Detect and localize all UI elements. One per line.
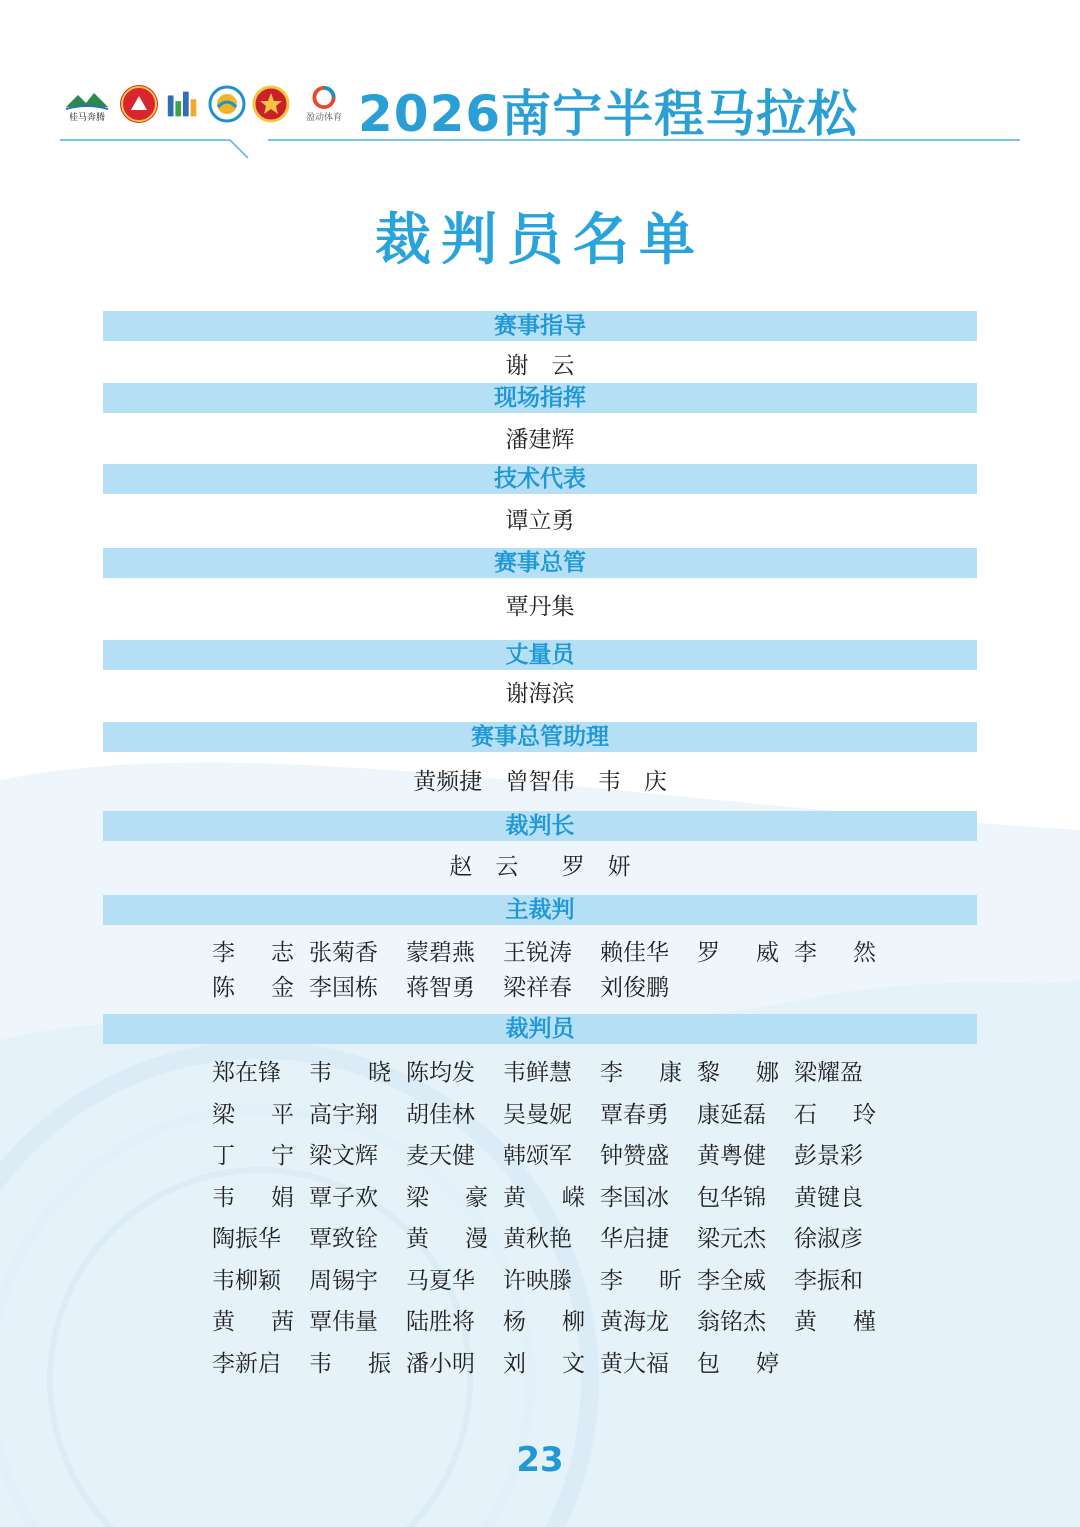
name: 赵 云 bbox=[449, 854, 519, 880]
name: 覃丹集 bbox=[505, 594, 575, 620]
referee-name: 陆胜将 bbox=[406, 1309, 475, 1335]
referee-name: 高宇翔 bbox=[309, 1101, 378, 1128]
referee-name: 黄海龙 bbox=[600, 1309, 669, 1335]
section-header-race-director-assistant: 赛事总管助理 bbox=[103, 722, 977, 752]
referee-name: 陈均发 bbox=[406, 1060, 475, 1086]
referee-name: 李振和 bbox=[794, 1267, 863, 1294]
section-names-race-director-assistant bbox=[103, 767, 977, 797]
referee-name: 郑在锋 bbox=[212, 1060, 281, 1086]
referee-name: 徐淑彦 bbox=[794, 1226, 863, 1252]
referee-name: 黎 娜 bbox=[697, 1060, 779, 1086]
referee-name: 李国栋 bbox=[309, 975, 378, 1001]
referee-name: 覃致铨 bbox=[309, 1226, 378, 1252]
referee-name: 覃子欢 bbox=[309, 1184, 378, 1211]
section-header-site-command: 现场指挥 bbox=[103, 383, 977, 413]
referee-name: 石 玲 bbox=[794, 1101, 876, 1128]
referee-name: 罗 威 bbox=[697, 940, 779, 966]
referee-name: 李新启 bbox=[212, 1350, 281, 1377]
name: 罗 妍 bbox=[561, 854, 631, 880]
page-title: 裁判员名单 bbox=[375, 208, 705, 273]
section-names-event-guidance bbox=[103, 351, 977, 381]
referee-name: 胡佳林 bbox=[406, 1101, 475, 1128]
referee-name: 吴曼妮 bbox=[503, 1101, 572, 1128]
section-header-chief-referee: 裁判长 bbox=[103, 811, 977, 841]
section-header-race-director: 赛事总管 bbox=[103, 548, 977, 578]
referee-name: 李国冰 bbox=[600, 1184, 669, 1211]
referee-name: 赖佳华 bbox=[600, 940, 669, 966]
section-names-chief-referee bbox=[103, 852, 977, 882]
referee-name: 黄粤健 bbox=[697, 1143, 766, 1169]
ring-logo-icon bbox=[296, 85, 352, 123]
referee-name: 杨 柳 bbox=[503, 1309, 585, 1335]
referee-name: 包华锦 bbox=[697, 1184, 766, 1211]
referee-name: 王锐涛 bbox=[503, 940, 572, 966]
name: 曾智伟 bbox=[505, 769, 575, 795]
referee-name: 蒋智勇 bbox=[406, 975, 475, 1001]
referee-name: 韦鲜慧 bbox=[503, 1060, 572, 1086]
referee-name: 韦 振 bbox=[309, 1350, 391, 1377]
referee-name: 丁 宁 bbox=[212, 1143, 294, 1169]
referee-name: 覃伟量 bbox=[309, 1309, 378, 1335]
referee-name: 蒙碧燕 bbox=[406, 940, 475, 966]
round-blue-logo-icon bbox=[208, 85, 246, 123]
referee-name: 李 康 bbox=[600, 1060, 682, 1086]
section-header-referees: 裁判员 bbox=[103, 1014, 977, 1044]
referee-name: 陈 金 bbox=[212, 975, 294, 1001]
referee-name: 许映滕 bbox=[503, 1267, 572, 1294]
referee-name: 梁 平 bbox=[212, 1101, 294, 1128]
section-header-event-guidance: 赛事指导 bbox=[103, 311, 977, 341]
red-gold-emblem-icon bbox=[252, 85, 290, 123]
header-divider bbox=[0, 132, 1080, 162]
referee-name: 韦 娟 bbox=[212, 1184, 294, 1211]
logo-6-text: 盈动体育 bbox=[305, 113, 342, 123]
referee-name: 刘 文 bbox=[503, 1350, 585, 1377]
name: 黄频捷 bbox=[413, 769, 483, 795]
referee-name: 李 昕 bbox=[600, 1267, 682, 1294]
referee-name: 翁铭杰 bbox=[697, 1309, 766, 1335]
referee-name: 黄 茜 bbox=[212, 1309, 294, 1335]
mountain-logo-icon bbox=[60, 85, 114, 123]
name: 潘建辉 bbox=[505, 427, 575, 453]
referee-name: 黄秋艳 bbox=[503, 1226, 572, 1252]
referee-name: 张菊香 bbox=[309, 940, 378, 966]
referee-name: 黄 漫 bbox=[406, 1226, 488, 1252]
referee-name: 黄 槿 bbox=[794, 1309, 876, 1335]
referee-name: 潘小明 bbox=[406, 1350, 475, 1377]
referee-name: 麦天健 bbox=[406, 1143, 475, 1169]
section-names-course-measurer bbox=[103, 679, 977, 709]
referee-name: 彭景彩 bbox=[794, 1143, 863, 1169]
referee-name: 包 婷 bbox=[697, 1350, 779, 1377]
referee-name: 梁耀盈 bbox=[794, 1060, 863, 1086]
page-number: 23 bbox=[516, 1440, 564, 1480]
referee-name: 梁文辉 bbox=[309, 1143, 378, 1169]
referee-name: 陶振华 bbox=[212, 1226, 281, 1252]
referee-name: 黄 嵘 bbox=[503, 1184, 585, 1211]
referee-name: 李 志 bbox=[212, 940, 294, 966]
referee-name: 周锡宇 bbox=[309, 1267, 378, 1294]
referee-name: 李 然 bbox=[794, 940, 876, 966]
section-names-technical-delegate bbox=[103, 506, 977, 536]
section-header-technical-delegate: 技术代表 bbox=[103, 464, 977, 494]
red-seal-logo-icon bbox=[120, 85, 158, 123]
referee-name: 梁 豪 bbox=[406, 1184, 488, 1211]
referee-name: 康延磊 bbox=[697, 1101, 766, 1128]
referee-name: 马夏华 bbox=[406, 1267, 475, 1294]
event-title: 2026南宁半程马拉松 bbox=[358, 85, 859, 143]
referee-name: 梁祥春 bbox=[503, 975, 572, 1001]
section-names-site-command bbox=[103, 425, 977, 455]
referee-name: 韦柳颖 bbox=[212, 1267, 281, 1294]
building-logo-icon bbox=[164, 85, 202, 123]
referee-name: 刘俊鹏 bbox=[600, 975, 669, 1001]
referee-name: 华启捷 bbox=[600, 1226, 669, 1252]
referee-name: 韩颂军 bbox=[503, 1143, 572, 1169]
section-header-head-referees: 主裁判 bbox=[103, 895, 977, 925]
referee-name: 李全威 bbox=[697, 1267, 766, 1294]
referee-name: 韦 晓 bbox=[309, 1060, 391, 1086]
section-names-race-director bbox=[103, 592, 977, 622]
referee-name: 梁元杰 bbox=[697, 1226, 766, 1252]
name: 韦 庆 bbox=[597, 769, 667, 795]
name: 谭立勇 bbox=[505, 508, 575, 534]
referee-name: 黄大福 bbox=[600, 1350, 669, 1377]
logo-1-text: 桂马奔腾 bbox=[68, 113, 106, 123]
sponsor-logos bbox=[60, 82, 352, 126]
referee-name: 钟赞盛 bbox=[600, 1143, 669, 1169]
referee-name: 覃春勇 bbox=[600, 1101, 669, 1128]
name: 谢海滨 bbox=[505, 681, 575, 707]
referee-name: 黄键良 bbox=[794, 1184, 863, 1211]
name: 谢 云 bbox=[505, 353, 575, 379]
section-header-course-measurer: 丈量员 bbox=[103, 640, 977, 670]
